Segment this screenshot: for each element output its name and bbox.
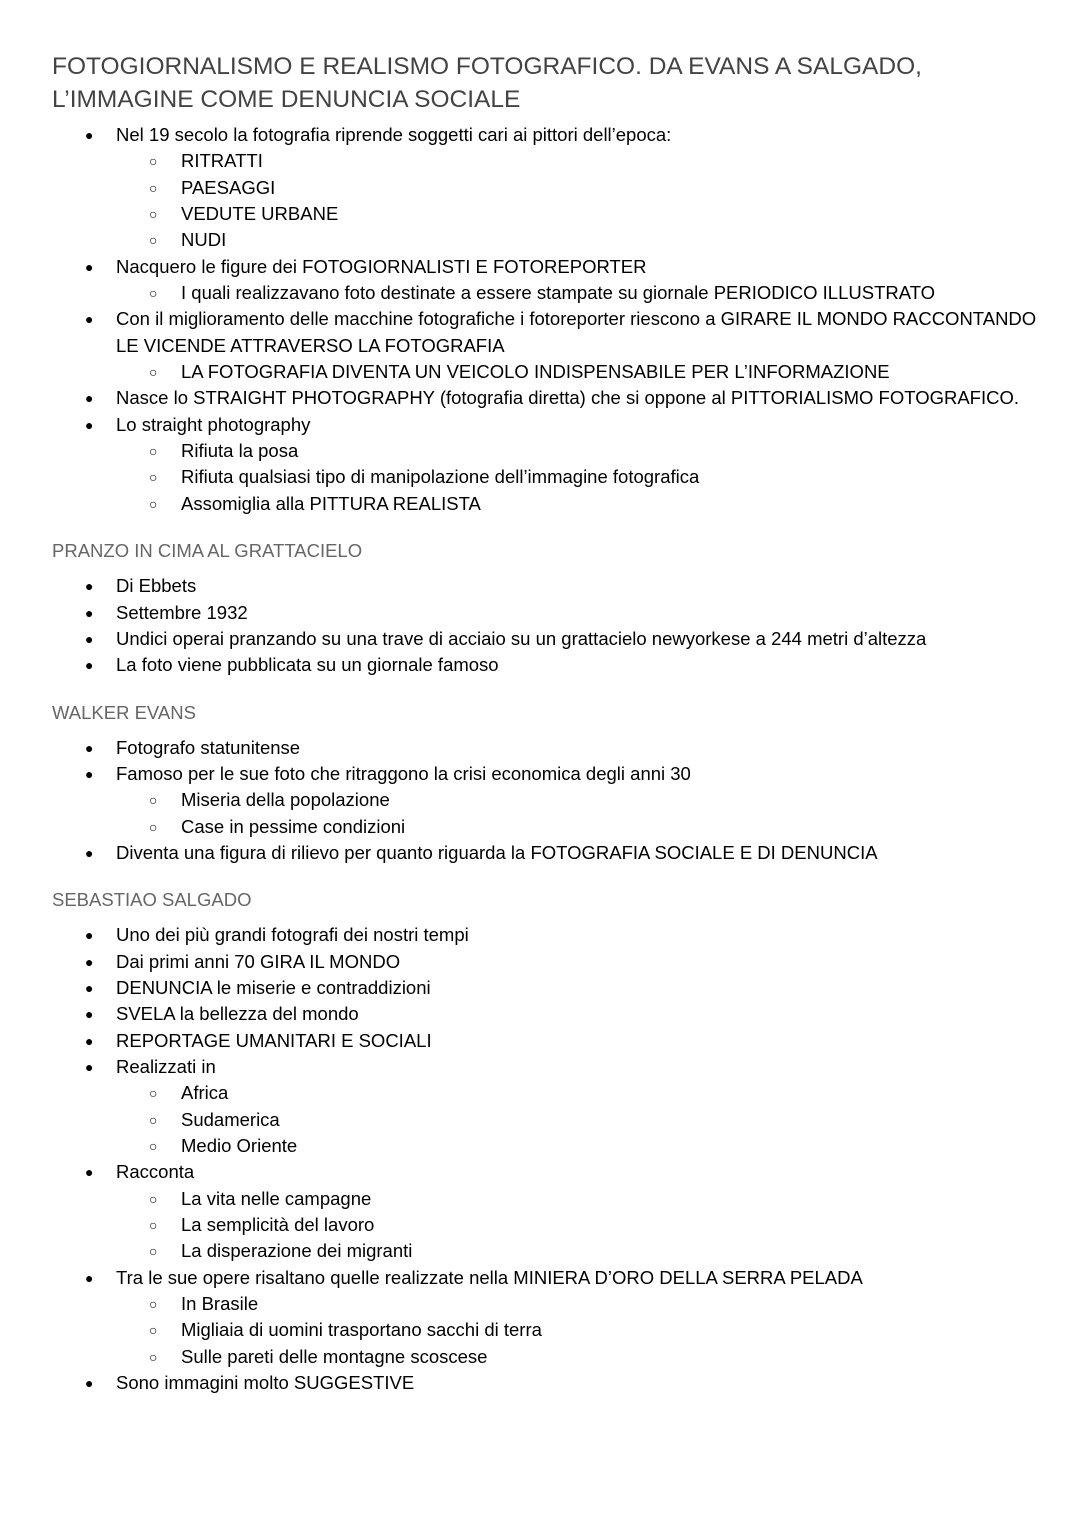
hollow-bullet-icon: ○ [149, 179, 158, 196]
sub-list-item [116, 1133, 1052, 1159]
hollow-bullet-icon: ○ [149, 364, 158, 381]
bullet-icon: ● [85, 258, 94, 275]
sub-list-item-text: Migliaia di uomini trasportano sacchi di terra [181, 1319, 542, 1341]
list-item-text: SVELA la bellezza del mondo [116, 1003, 359, 1025]
section-heading-salgado: SEBASTIAO SALGADO [52, 889, 252, 911]
bullet-icon: ● [85, 1032, 94, 1049]
intro-list [52, 122, 1052, 517]
list-item [52, 840, 1052, 866]
sub-list-item-text: La semplicità del lavoro [181, 1214, 375, 1236]
sub-list-item [116, 227, 1052, 253]
list-item [52, 1001, 1052, 1027]
list-item [52, 949, 1052, 975]
list-item-text: Dai primi anni 70 GIRA IL MONDO [116, 950, 401, 972]
bullet-icon: ● [85, 630, 94, 647]
section-intro [52, 122, 1052, 517]
list-item-text: Con il miglioramento delle macchine fotografiche i fotoreporter riescono a GIRARE IL MONDO RACCONTANDO LE VICENDE ATTRAVERSO LA FOTOGRAFIA [116, 308, 1037, 356]
bullet-icon: ● [85, 416, 94, 433]
sub-list-item [116, 438, 1052, 464]
sub-list-item-text: Assomiglia alla PITTURA REALISTA [181, 492, 481, 514]
list-item-text: Lo straight photography [116, 413, 311, 435]
sub-list-item [116, 1107, 1052, 1133]
document-page [52, 50, 1052, 1396]
hollow-bullet-icon: ○ [149, 1085, 158, 1102]
bullet-icon: ● [85, 604, 94, 621]
hollow-bullet-icon: ○ [149, 1217, 158, 1234]
hollow-bullet-icon: ○ [149, 1243, 158, 1260]
sub-list-item [116, 1291, 1052, 1317]
hollow-bullet-icon: ○ [149, 1322, 158, 1339]
sub-list [116, 438, 1052, 517]
list-item [52, 1265, 1052, 1370]
list-item [52, 1370, 1052, 1396]
sub-list-item-text: LA FOTOGRAFIA DIVENTA UN VEICOLO INDISPENSABILE PER L’INFORMAZIONE [181, 361, 890, 383]
bullet-icon: ● [85, 765, 94, 782]
hollow-bullet-icon: ○ [149, 153, 158, 170]
sub-list-item [116, 787, 1052, 813]
sub-list-item-text: La vita nelle campagne [181, 1187, 372, 1209]
list-item-text: Nacquero le figure dei FOTOGIORNALISTI E FOTOREPORTER [116, 255, 647, 277]
sub-list-item [116, 1344, 1052, 1370]
list-item [52, 254, 1052, 307]
sub-list-item [116, 1317, 1052, 1343]
list-item-text: Fotografo statunitense [116, 736, 301, 758]
bullet-icon: ● [85, 1164, 94, 1181]
sub-list-item [116, 1238, 1052, 1264]
bullet-icon: ● [85, 739, 94, 756]
sub-list-item-text: PAESAGGI [181, 176, 276, 198]
list-item-text: Sono immagini molto SUGGESTIVE [116, 1372, 415, 1394]
section-pranzo [52, 539, 1052, 678]
list-item [52, 761, 1052, 840]
hollow-bullet-icon: ○ [149, 495, 158, 512]
bullet-icon: ● [85, 578, 94, 595]
sub-list-item-text: NUDI [181, 229, 227, 251]
sub-list [116, 1291, 1052, 1370]
list-item-text: Uno dei più grandi fotografi dei nostri tempi [116, 924, 469, 946]
list-item [52, 652, 1052, 678]
list-item-text: Undici operai pranzando su una trave di acciaio su un grattacielo newyorkese a 244 metri d’altezza [116, 627, 927, 649]
sub-list-item [116, 814, 1052, 840]
sub-list-item [116, 464, 1052, 490]
sub-list-item-text: In Brasile [181, 1293, 259, 1315]
hollow-bullet-icon: ○ [149, 443, 158, 460]
sub-list [116, 1186, 1052, 1265]
sub-list-item-text: Sulle pareti delle montagne scoscese [181, 1345, 488, 1367]
bullet-icon: ● [85, 979, 94, 996]
evans-list [52, 735, 1052, 867]
list-item [52, 1028, 1052, 1054]
document-title [52, 50, 1052, 116]
section-salgado [52, 888, 1052, 1396]
list-item [52, 122, 1052, 254]
sub-list-item [116, 1186, 1052, 1212]
list-item [52, 922, 1052, 948]
list-item [52, 385, 1052, 411]
bullet-icon: ● [85, 657, 94, 674]
hollow-bullet-icon: ○ [149, 285, 158, 302]
sub-list-item [116, 1080, 1052, 1106]
bullet-icon: ● [85, 1006, 94, 1023]
sub-list-item-text: Case in pessime condizioni [181, 815, 406, 837]
sub-list-item-text: Sudamerica [181, 1108, 280, 1130]
list-item-text: Nel 19 secolo la fotografia riprende soggetti cari ai pittori dell’epoca: [116, 124, 672, 145]
sub-list-item [116, 201, 1052, 227]
hollow-bullet-icon: ○ [149, 1138, 158, 1154]
sub-list-item-text: RITRATTI [181, 150, 263, 172]
bullet-icon: ● [85, 1058, 94, 1075]
pranzo-list [52, 573, 1052, 678]
list-item-text: Famoso per le sue foto che ritraggono la crisi economica degli anni 30 [116, 762, 691, 784]
hollow-bullet-icon: ○ [149, 232, 158, 249]
list-item [52, 1054, 1052, 1159]
bullet-icon: ● [85, 1375, 94, 1392]
list-item-text: Realizzati in [116, 1055, 216, 1077]
list-item-text: Settembre 1932 [116, 601, 248, 623]
list-item-text: Nasce lo STRAIGHT PHOTOGRAPHY (fotografia diretta) che si oppone al PITTORIALISMO FOTOGRAFICO. [116, 387, 1020, 409]
sub-list-item-text: Miseria della popolazione [181, 789, 390, 811]
section-heading-evans: WALKER EVANS [52, 701, 196, 723]
list-item [52, 975, 1052, 1001]
section-evans [52, 701, 1052, 867]
hollow-bullet-icon: ○ [149, 818, 158, 835]
sub-list-item-text: I quali realizzavano foto destinate a essere stampate su giornale PERIODICO ILLUSTRATO [181, 282, 936, 304]
salgado-list [52, 922, 1052, 1396]
sub-list [116, 1080, 1052, 1159]
list-item-text: Tra le sue opere risaltano quelle realizzate nella MINIERA D’ORO DELLA SERRA PELADA [116, 1266, 863, 1288]
bullet-icon: ● [85, 953, 94, 970]
bullet-icon: ● [85, 844, 94, 861]
sub-list [116, 148, 1052, 253]
hollow-bullet-icon: ○ [149, 206, 158, 223]
list-item [52, 306, 1052, 385]
list-item-text: DENUNCIA le miserie e contraddizioni [116, 976, 431, 998]
sub-list [116, 280, 1052, 306]
hollow-bullet-icon: ○ [149, 469, 158, 486]
sub-list [116, 787, 1052, 840]
bullet-icon: ● [85, 390, 94, 407]
hollow-bullet-icon: ○ [149, 1190, 158, 1207]
sub-list-item [116, 491, 1052, 517]
bullet-icon: ● [85, 927, 94, 944]
bullet-icon: ● [85, 311, 94, 328]
hollow-bullet-icon: ○ [149, 1111, 158, 1128]
list-item [52, 1159, 1052, 1264]
sub-list-item [116, 175, 1052, 201]
title-line-1: FOTOGIORNALISMO E REALISMO FOTOGRAFICO. DA EVANS A SALGADO, [52, 53, 922, 80]
list-item-text: Racconta [116, 1161, 195, 1183]
sub-list-item-text: Africa [181, 1082, 229, 1104]
list-item [52, 626, 1052, 652]
sub-list-item-text: La disperazione dei migranti [181, 1240, 413, 1262]
sub-list-item [116, 280, 1052, 306]
sub-list-item [116, 148, 1052, 174]
hollow-bullet-icon: ○ [149, 1296, 158, 1313]
list-item [52, 735, 1052, 761]
list-item-text: La foto viene pubblicata su un giornale famoso [116, 654, 499, 676]
bullet-icon: ● [85, 1269, 94, 1286]
sub-list-item-text: Rifiuta la posa [181, 440, 299, 462]
sub-list [116, 359, 1052, 385]
title-line-2: L’IMMAGINE COME DENUNCIA SOCIALE [52, 86, 521, 113]
list-item [52, 573, 1052, 599]
bullet-icon: ● [85, 127, 94, 143]
list-item-text: Diventa una figura di rilievo per quanto riguarda la FOTOGRAFIA SOCIALE E DI DENUNCIA [116, 841, 878, 863]
list-item-text: Di Ebbets [116, 575, 197, 597]
list-item [52, 412, 1052, 517]
sub-list-item [116, 359, 1052, 385]
sub-list-item [116, 1212, 1052, 1238]
list-item [52, 600, 1052, 626]
hollow-bullet-icon: ○ [149, 792, 158, 809]
list-item-text: REPORTAGE UMANITARI E SOCIALI [116, 1029, 432, 1051]
sub-list-item-text: Medio Oriente [181, 1135, 298, 1156]
hollow-bullet-icon: ○ [149, 1348, 158, 1365]
sub-list-item-text: Rifiuta qualsiasi tipo di manipolazione dell’immagine fotografica [181, 466, 700, 488]
sub-list-item-text: VEDUTE URBANE [181, 203, 339, 225]
section-heading-pranzo: PRANZO IN CIMA AL GRATTACIELO [52, 540, 363, 562]
